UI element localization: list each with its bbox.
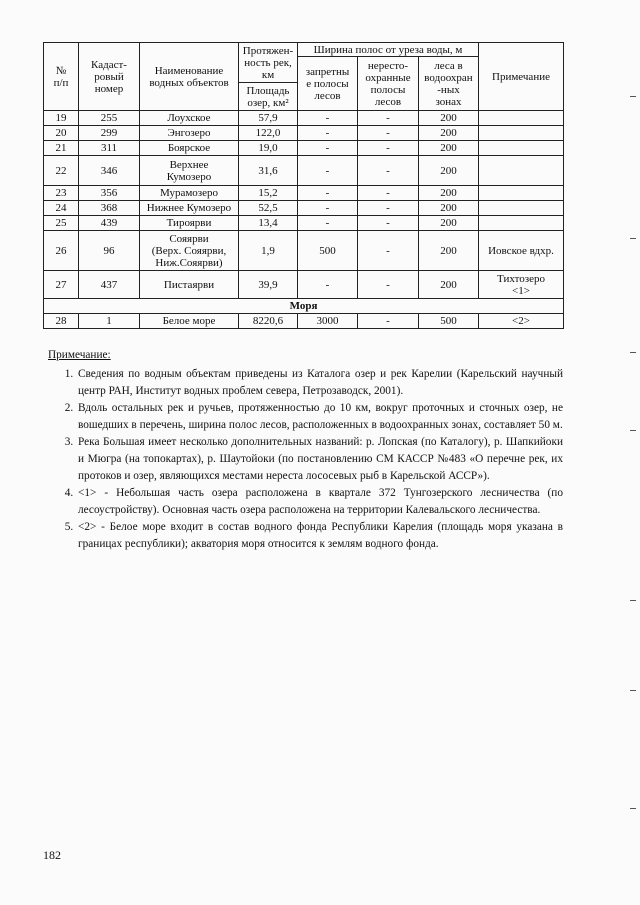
scan-edge-mark (630, 96, 636, 97)
prohibited-cell: - (298, 201, 358, 216)
row-number-cell: 27 (44, 271, 79, 299)
water-protection-cell: 200 (419, 216, 479, 231)
water-protection-cell: 200 (419, 271, 479, 299)
cadastral-cell: 437 (79, 271, 140, 299)
cadastral-cell: 368 (79, 201, 140, 216)
page-number: 182 (43, 848, 61, 862)
name-cell: Мурамозеро (140, 186, 239, 201)
header-cadastral-number: Кадаст- ровый номер (79, 43, 140, 111)
spawning-cell: - (358, 271, 419, 299)
name-cell: Пистаярви (140, 271, 239, 299)
table-row (44, 201, 564, 216)
length-area-cell: 8220,6 (239, 314, 298, 329)
table-row (44, 156, 564, 186)
row-number-cell: 20 (44, 126, 79, 141)
scan-edge-mark (630, 690, 636, 691)
prohibited-cell: - (298, 126, 358, 141)
notes-heading: Примечание: (48, 349, 111, 361)
spawning-cell: - (358, 231, 419, 271)
header-water-body-name: Наименование водных объектов (140, 43, 239, 111)
spawning-cell: - (358, 141, 419, 156)
prohibited-cell: 3000 (298, 314, 358, 329)
note-cell: Тихтозеро <1> (479, 271, 564, 299)
header-width-group: Ширина полос от уреза воды, м (298, 43, 479, 57)
note-cell (479, 111, 564, 126)
water-protection-cell: 200 (419, 111, 479, 126)
name-cell: Лоухское (140, 111, 239, 126)
header-river-length: Протяжен- ность рек, км (239, 43, 298, 83)
row-number-cell: 22 (44, 156, 79, 186)
cadastral-cell: 439 (79, 216, 140, 231)
cadastral-cell: 356 (79, 186, 140, 201)
name-cell: Боярское (140, 141, 239, 156)
spawning-cell: - (358, 314, 419, 329)
note-cell (479, 156, 564, 186)
name-cell: Тироярви (140, 216, 239, 231)
prohibited-cell: 500 (298, 231, 358, 271)
length-area-cell: 31,6 (239, 156, 298, 186)
spawning-cell: - (358, 126, 419, 141)
cadastral-cell: 299 (79, 126, 140, 141)
length-area-cell: 13,4 (239, 216, 298, 231)
header-spawning-strips: нересто- охранные полосы лесов (358, 57, 419, 111)
water-protection-cell: 200 (419, 201, 479, 216)
table-row (44, 314, 564, 329)
cadastral-cell: 1 (79, 314, 140, 329)
table-row (44, 126, 564, 141)
water-protection-cell: 200 (419, 231, 479, 271)
note-cell (479, 186, 564, 201)
prohibited-cell: - (298, 111, 358, 126)
water-protection-cell: 200 (419, 126, 479, 141)
scan-edge-mark (630, 600, 636, 601)
section-title-seas: Моря (44, 299, 564, 314)
scan-edge-mark (630, 430, 636, 431)
row-number-cell: 26 (44, 231, 79, 271)
header-note: Примечание (479, 43, 564, 111)
spawning-cell: - (358, 111, 419, 126)
name-cell: Белое море (140, 314, 239, 329)
row-number-cell: 21 (44, 141, 79, 156)
table-row (44, 231, 564, 271)
prohibited-cell: - (298, 156, 358, 186)
row-number-cell: 24 (44, 201, 79, 216)
spawning-cell: - (358, 201, 419, 216)
length-area-cell: 19,0 (239, 141, 298, 156)
water-protection-cell: 500 (419, 314, 479, 329)
length-area-cell: 52,5 (239, 201, 298, 216)
note-cell: <2> (479, 314, 564, 329)
table-row (44, 216, 564, 231)
row-number-cell: 28 (44, 314, 79, 329)
header-number: № п/п (44, 43, 79, 111)
section-row (44, 299, 564, 314)
water-protection-cell: 200 (419, 141, 479, 156)
note-item: 1. Сведения по водным объектам приведены из Каталога озер и рек Карелии (Карельский научный центр РАН, Институт водных проблем севера, Петрозаводск, 2001). (76, 366, 563, 400)
table-row (44, 141, 564, 156)
cadastral-cell: 96 (79, 231, 140, 271)
note-item: 4. <1> - Небольшая часть озера расположена в квартале 372 Тунгозерского лесничества (по лесоустройству). Основная часть озера расположена на территории Калевальского лесничества. (76, 485, 563, 519)
spawning-cell: - (358, 156, 419, 186)
water-bodies-table (43, 42, 564, 329)
water-protection-cell: 200 (419, 186, 479, 201)
name-cell: Нижнее Кумозеро (140, 201, 239, 216)
length-area-cell: 39,9 (239, 271, 298, 299)
row-number-cell: 19 (44, 111, 79, 126)
note-item: 5. <2> - Белое море входит в состав водного фонда Республики Карелия (площадь моря указана в границах республики); акватория моря относится к землям водного фонда. (76, 519, 563, 553)
prohibited-cell: - (298, 141, 358, 156)
note-item: 3. Река Большая имеет несколько дополнительных названий: р. Лопская (по Каталогу), р. Шапкийоки и Мюгра (на топокартах), р. Шаутойоки (по постановлению СМ КАССР №483 «О перечне рек, их протоков и озер, являющихся местами нереста лососевых рыб в Карельской АССР»). (76, 434, 563, 485)
cadastral-cell: 346 (79, 156, 140, 186)
length-area-cell: 15,2 (239, 186, 298, 201)
row-number-cell: 25 (44, 216, 79, 231)
header-lake-area: Площадь озер, км² (239, 83, 298, 111)
spawning-cell: - (358, 216, 419, 231)
prohibited-cell: - (298, 271, 358, 299)
scan-edge-mark (630, 352, 636, 353)
note-cell: Иовское вдхр. (479, 231, 564, 271)
cadastral-cell: 311 (79, 141, 140, 156)
table-row (44, 271, 564, 299)
cadastral-cell: 255 (79, 111, 140, 126)
header-water-protection-zones: леса в водоохран -ных зонах (419, 57, 479, 111)
scan-edge-mark (630, 238, 636, 239)
name-cell: Верхнее Кумозеро (140, 156, 239, 186)
table-row (44, 186, 564, 201)
prohibited-cell: - (298, 216, 358, 231)
notes-section (48, 347, 563, 553)
note-item: 2. Вдоль остальных рек и ручьев, протяженностью до 10 км, вокруг проточных и сточных озер, не вошедших в перечень, ширина полос лесов, расположенных в водоохранных зонах, составляет 50 м. (76, 400, 563, 434)
header-prohibited-strips: запретны е полосы лесов (298, 57, 358, 111)
prohibited-cell: - (298, 186, 358, 201)
note-cell (479, 201, 564, 216)
length-area-cell: 1,9 (239, 231, 298, 271)
row-number-cell: 23 (44, 186, 79, 201)
notes-list (48, 366, 563, 553)
spawning-cell: - (358, 186, 419, 201)
name-cell: Энгозеро (140, 126, 239, 141)
scan-edge-mark (630, 808, 636, 809)
length-area-cell: 57,9 (239, 111, 298, 126)
water-protection-cell: 200 (419, 156, 479, 186)
table-row (44, 111, 564, 126)
name-cell: Сояярви (Верх. Сояярви, Ниж.Сояярви) (140, 231, 239, 271)
note-cell (479, 126, 564, 141)
table-body (44, 111, 564, 329)
note-cell (479, 141, 564, 156)
note-cell (479, 216, 564, 231)
length-area-cell: 122,0 (239, 126, 298, 141)
